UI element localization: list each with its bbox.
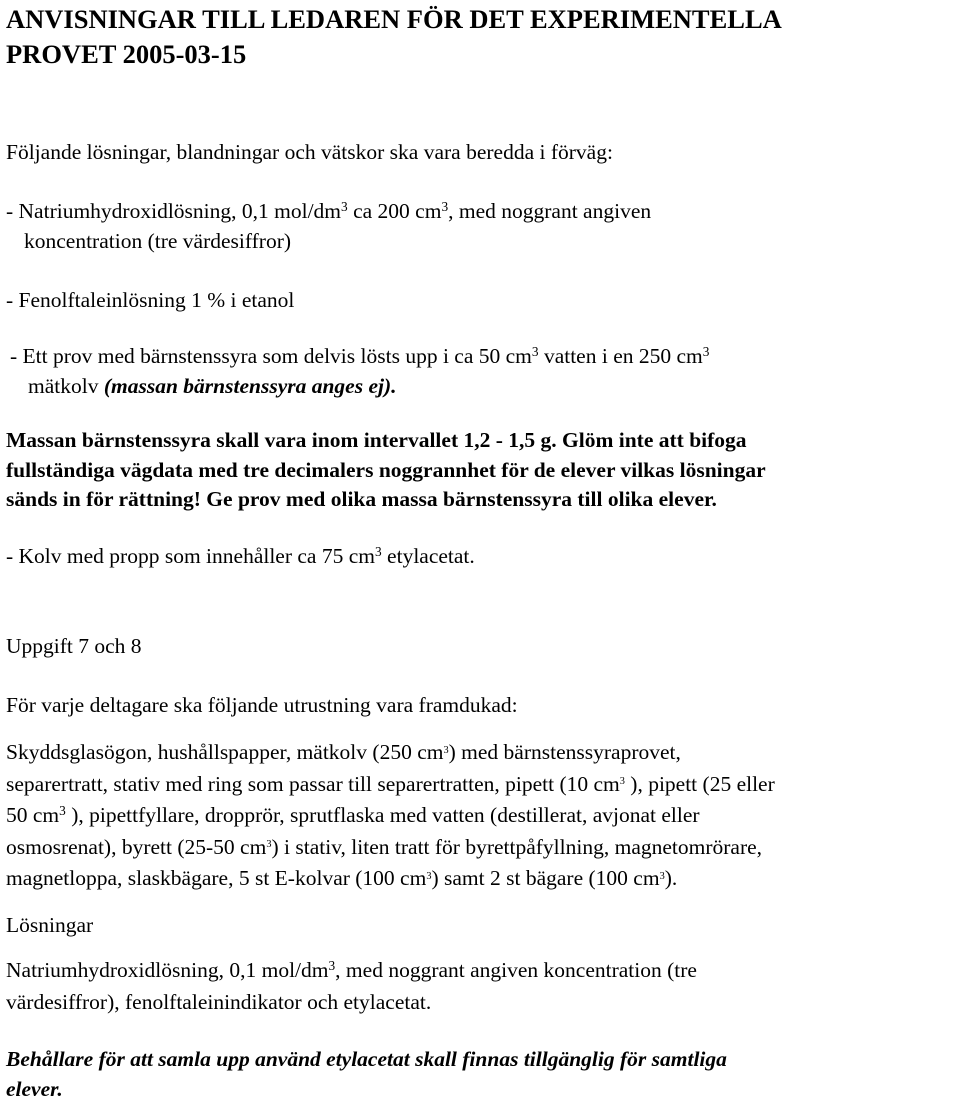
equipment-list: Skyddsglasögon, hushållspapper, mätkolv (250 $cm^3$) med bärnstenssyraprovet, separertratt, stativ med ring som passar till separertratten, pipett (10 $cm^3$ ), pipett (25 eller 50 $cm^3$ ), pipettfyllare, dropprör, sprutflaska med vatten (destillerat, avjonat eller osmosrenat), byrett (25-50 $cm^3$) i stativ, liten tratt för byrettpåfyllning, magnetomrörare, magnetloppa, slaskbägare, 5 st E-kolvar (100 $cm^3$) samt 2 st bägare (100 $cm^3$).: [6, 740, 775, 890]
equipment-heading: För varje deltagare ska följande utrustning vara framdukad:: [6, 693, 518, 717]
title-line-1: ANVISNINGAR TILL LEDAREN FÖR DET EXPERIMENTELLA: [6, 4, 782, 34]
title-line-2: PROVET 2005-03-15: [6, 39, 247, 69]
solutions-heading: Lösningar: [6, 913, 94, 937]
document-title: [6, 2, 782, 72]
container-note: Behållare för att samla upp använd etylacetat skall finnas tillgänglig för samtliga elever.: [6, 1047, 727, 1101]
item-succinic-acid-sample: - Ett prov med bärnstenssyra som delvis lösts upp i ca 50 $cm^3$ vatten i en 250 $cm^3$ mätkolv (massan bärnstenssyra anges ej).: [10, 343, 710, 398]
solutions-text: Natriumhydroxidlösning, 0,1 mol/$dm^3$, med noggrant angiven koncentration (tre värdesiffror), fenolftaleinindikator och etylacetat.: [6, 957, 697, 1014]
task-heading: Uppgift 7 och 8: [6, 634, 142, 658]
item-sodium-hydroxide: - Natriumhydroxidlösning, 0,1 mol/$dm^3$ ca 200 $cm^3$, med noggrant angiven koncentration (tre värdesiffror): [6, 198, 652, 253]
item-phenolphthalein: - Fenolftaleinlösning 1 % i etanol: [6, 288, 295, 312]
item-ethyl-acetate-flask: - Kolv med propp som innehåller ca 75 $cm^3$ etylacetat.: [6, 543, 475, 568]
mass-note: Massan bärnstenssyra skall vara inom intervallet 1,2 - 1,5 g. Glöm inte att bifoga fullständiga vägdata med tre decimalers noggrannhet för de elever vilkas lösningar sänds in för rättning! Ge prov med olika massa bärnstenssyra till olika elever.: [6, 428, 766, 511]
preparation-heading: Följande lösningar, blandningar och vätskor ska vara beredda i förväg:: [6, 140, 613, 164]
